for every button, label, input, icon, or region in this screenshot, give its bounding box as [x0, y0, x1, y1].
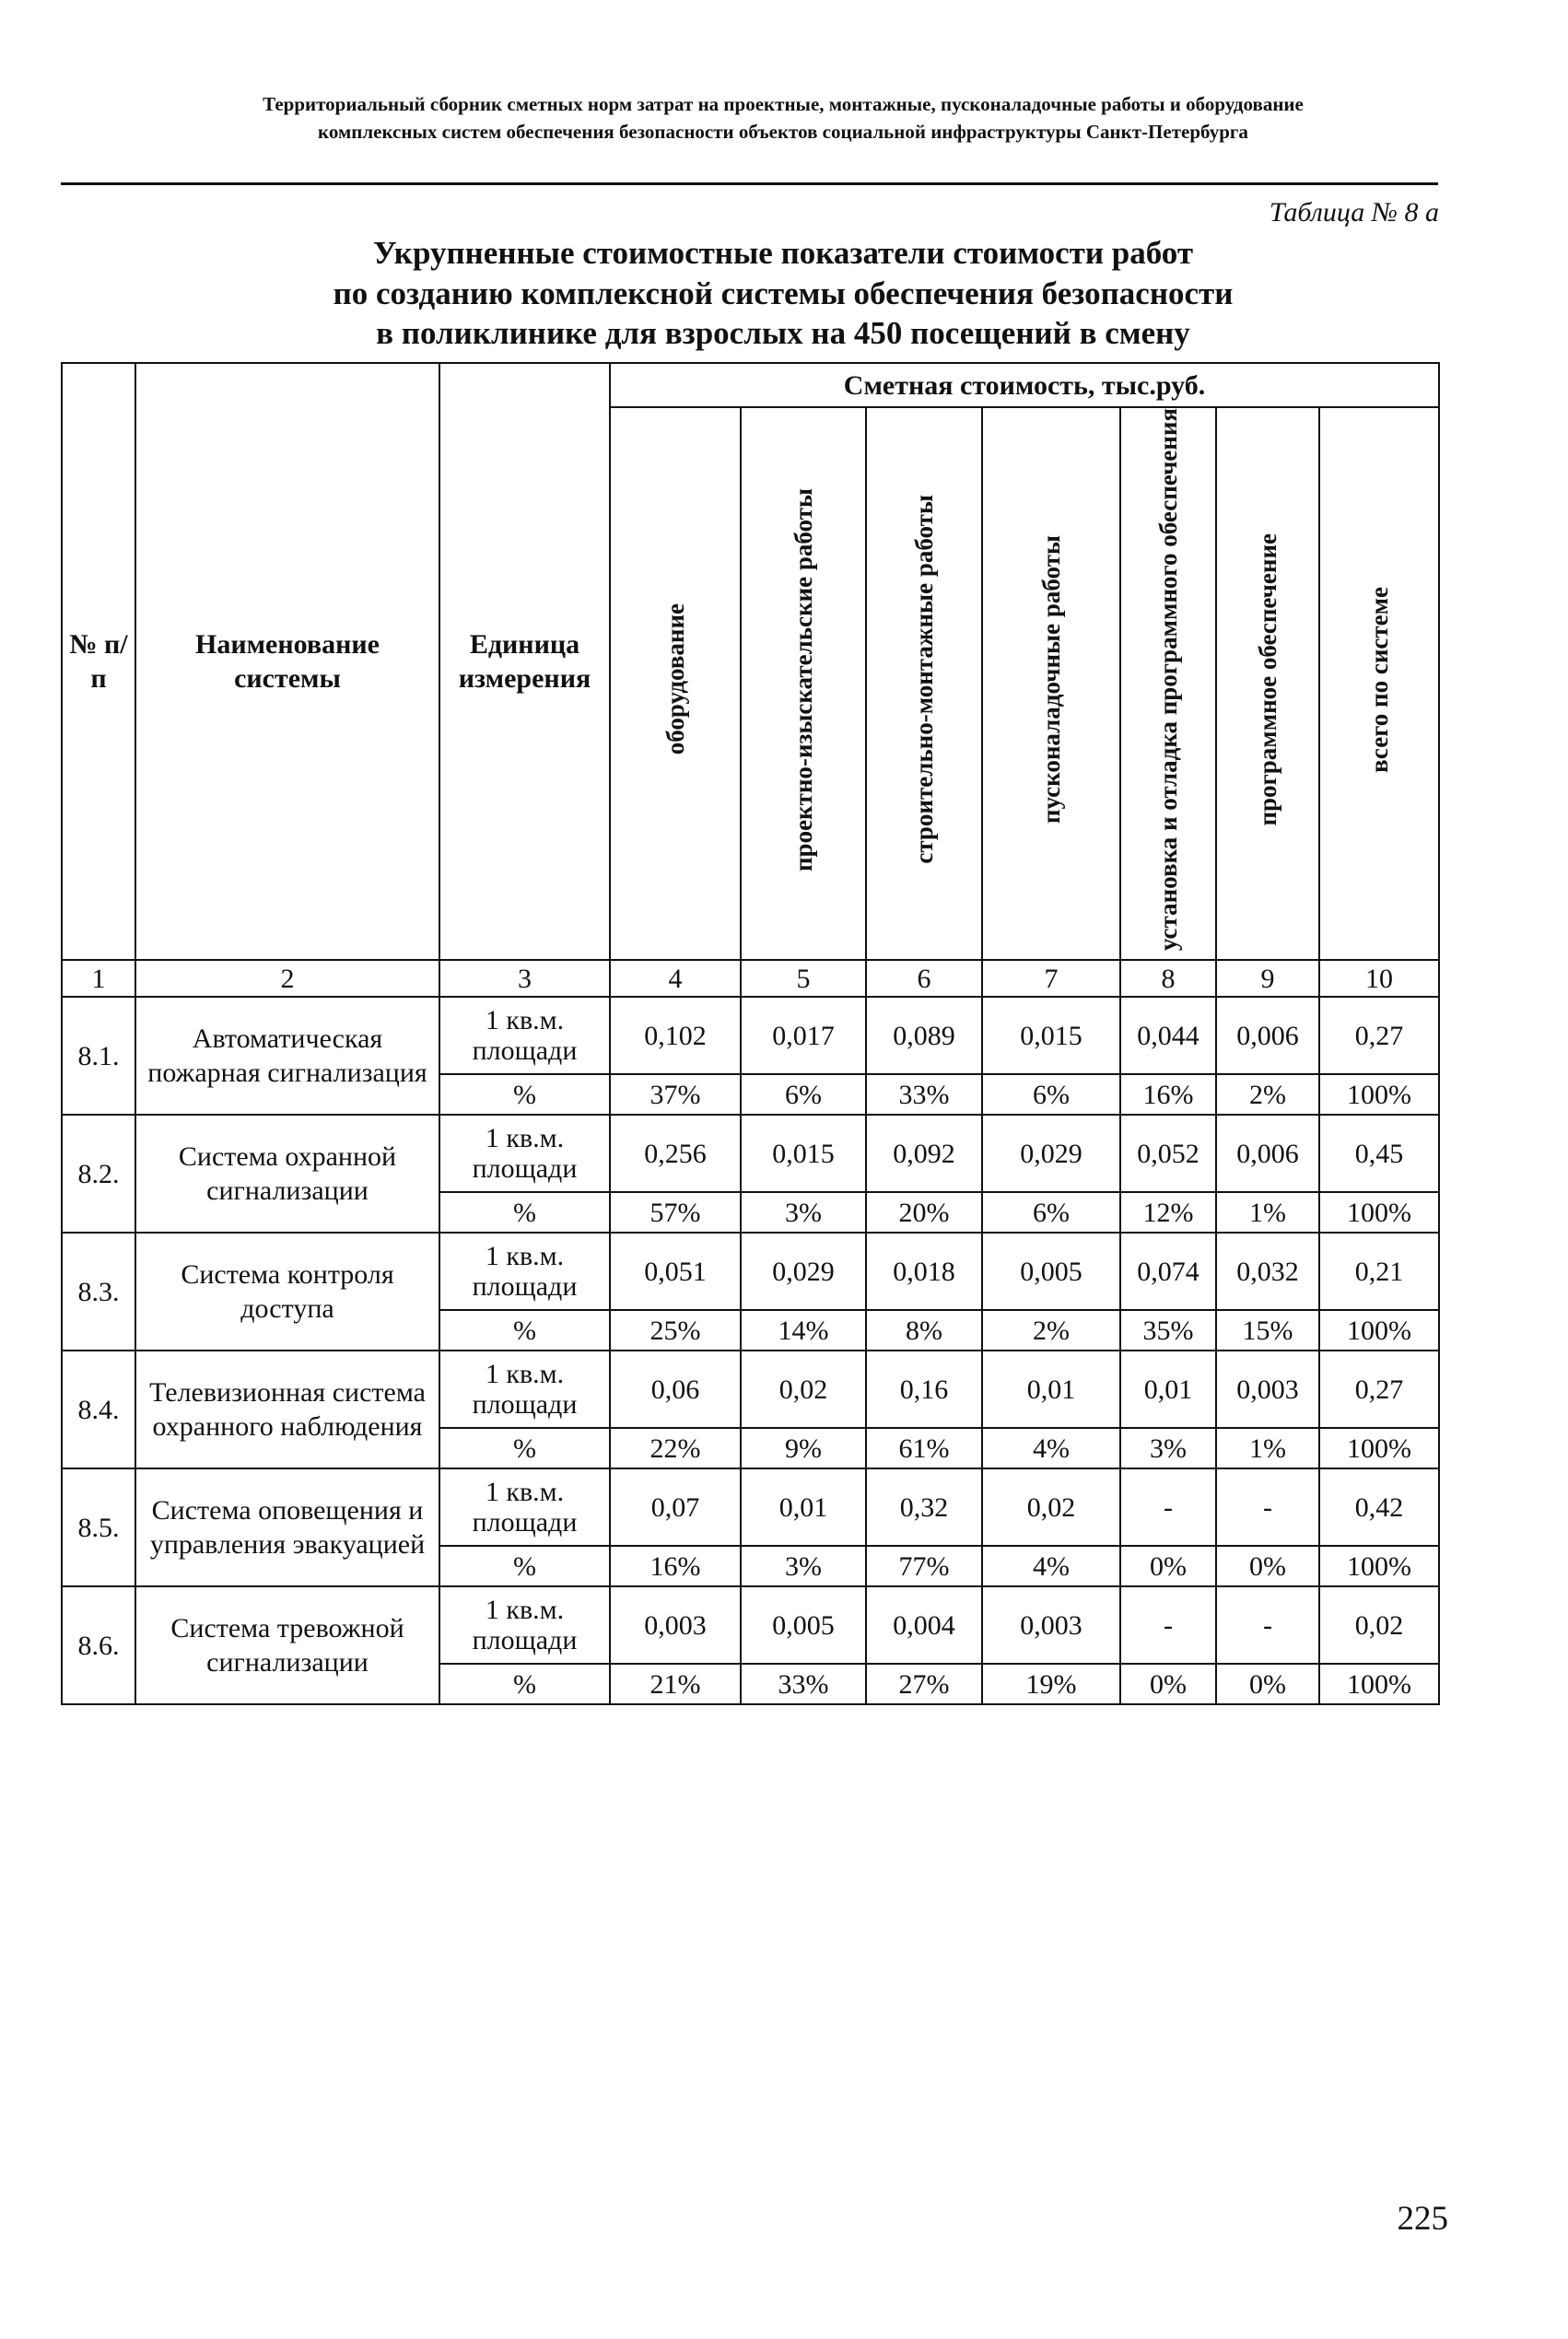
percent-cell: 6% [982, 1074, 1120, 1115]
percent-cell: 77% [866, 1546, 982, 1586]
value-cell: 0,005 [741, 1586, 866, 1664]
value-cell: 0,02 [982, 1468, 1120, 1546]
percent-cell: 100% [1319, 1428, 1439, 1468]
value-cell: 0,02 [1319, 1586, 1439, 1664]
value-cell: 0,015 [741, 1115, 866, 1192]
percent-cell: 1% [1216, 1428, 1319, 1468]
table-row [62, 1351, 1439, 1428]
value-cell: 0,006 [1216, 997, 1319, 1074]
percent-cell: 100% [1319, 1192, 1439, 1233]
value-cell: 0,003 [982, 1586, 1120, 1664]
percent-cell: 12% [1120, 1192, 1216, 1233]
percent-cell: 21% [610, 1664, 741, 1704]
percent-unit-cell: % [439, 1428, 610, 1468]
header-col-label: установка и отладка программного обеспечения [1153, 408, 1182, 952]
value-cell: 0,074 [1120, 1233, 1216, 1310]
percent-cell: 0% [1216, 1664, 1319, 1704]
header-name: Наименование системы [135, 363, 439, 960]
percent-cell: 27% [866, 1664, 982, 1704]
value-cell: 0,052 [1120, 1115, 1216, 1192]
percent-cell: 19% [982, 1664, 1120, 1704]
header-unit: Единица измерения [439, 363, 610, 960]
percent-cell: 25% [610, 1310, 741, 1351]
value-cell: 0,029 [982, 1115, 1120, 1192]
value-cell: 0,01 [741, 1468, 866, 1546]
percent-cell: 57% [610, 1192, 741, 1233]
percent-cell: 100% [1319, 1310, 1439, 1351]
system-name: Система охранной сигнализации [135, 1115, 439, 1233]
page-number: 225 [1397, 2200, 1448, 2238]
column-index-cell: 3 [439, 960, 610, 997]
column-index-cell: 9 [1216, 960, 1319, 997]
value-cell: 0,06 [610, 1351, 741, 1428]
header-col-label: строительно-монтажные работы [909, 495, 938, 864]
percent-cell: 0% [1216, 1546, 1319, 1586]
percent-cell: 33% [741, 1664, 866, 1704]
percent-cell: 4% [982, 1428, 1120, 1468]
percent-unit-cell: % [439, 1310, 610, 1351]
value-cell: 0,45 [1319, 1115, 1439, 1192]
header-col-3 [866, 407, 982, 960]
column-index-cell: 5 [741, 960, 866, 997]
system-name: Телевизионная система охранного наблюдения [135, 1351, 439, 1468]
system-name: Система тревожной сигнализации [135, 1586, 439, 1704]
column-index-cell: 1 [62, 960, 135, 997]
percent-cell: 22% [610, 1428, 741, 1468]
cost-table [61, 362, 1440, 1705]
value-cell: - [1216, 1586, 1319, 1664]
header-col-label: оборудование [661, 603, 689, 755]
column-index-cell: 2 [135, 960, 439, 997]
header-col-6 [1216, 407, 1319, 960]
table-row [62, 1115, 1439, 1192]
value-cell: 0,029 [741, 1233, 866, 1310]
value-cell: 0,003 [1216, 1351, 1319, 1428]
column-index-cell: 7 [982, 960, 1120, 997]
percent-cell: 37% [610, 1074, 741, 1115]
percent-cell: 14% [741, 1310, 866, 1351]
value-cell: 0,017 [741, 997, 866, 1074]
header-col-label: программное обеспечение [1253, 532, 1281, 826]
table-number: Таблица № 8 а [1269, 197, 1439, 228]
row-number: 8.6. [62, 1586, 135, 1704]
unit-cell: 1 кв.м. площади [439, 1115, 610, 1192]
header-col-label: пусконаладочные работы [1036, 535, 1065, 824]
percent-cell: 3% [1120, 1428, 1216, 1468]
value-cell: 0,07 [610, 1468, 741, 1546]
percent-cell: 8% [866, 1310, 982, 1351]
column-index-cell: 4 [610, 960, 741, 997]
percent-cell: 3% [741, 1546, 866, 1586]
header-rule [61, 182, 1438, 185]
unit-cell: 1 кв.м. площади [439, 1468, 610, 1546]
row-number: 8.4. [62, 1351, 135, 1468]
percent-cell: 6% [982, 1192, 1120, 1233]
percent-cell: 100% [1319, 1664, 1439, 1704]
header-col-7 [1319, 407, 1439, 960]
row-number: 8.2. [62, 1115, 135, 1233]
percent-cell: 2% [982, 1310, 1120, 1351]
value-cell: 0,015 [982, 997, 1120, 1074]
unit-cell: 1 кв.м. площади [439, 1233, 610, 1310]
value-cell: 0,21 [1319, 1233, 1439, 1310]
percent-cell: 3% [741, 1192, 866, 1233]
value-cell: 0,004 [866, 1586, 982, 1664]
percent-cell: 100% [1319, 1074, 1439, 1115]
header-col-2 [741, 407, 866, 960]
value-cell: 0,005 [982, 1233, 1120, 1310]
percent-cell: 35% [1120, 1310, 1216, 1351]
value-cell: 0,32 [866, 1468, 982, 1546]
percent-cell: 0% [1120, 1664, 1216, 1704]
percent-unit-cell: % [439, 1664, 610, 1704]
title-line-2: по созданию комплексной системы обеспечения безопасности [333, 275, 1234, 311]
unit-cell: 1 кв.м. площади [439, 1351, 610, 1428]
value-cell: 0,092 [866, 1115, 982, 1192]
table-row [62, 1468, 1439, 1546]
row-number: 8.1. [62, 997, 135, 1115]
percent-cell: 9% [741, 1428, 866, 1468]
value-cell: - [1120, 1586, 1216, 1664]
header-col-5 [1120, 407, 1216, 960]
percent-cell: 2% [1216, 1074, 1319, 1115]
unit-cell: 1 кв.м. площади [439, 997, 610, 1074]
value-cell: 0,032 [1216, 1233, 1319, 1310]
percent-cell: 15% [1216, 1310, 1319, 1351]
value-cell: 0,003 [610, 1586, 741, 1664]
percent-cell: 33% [866, 1074, 982, 1115]
value-cell: 0,16 [866, 1351, 982, 1428]
system-name: Система оповещения и управления эвакуацией [135, 1468, 439, 1586]
percent-cell: 100% [1319, 1546, 1439, 1586]
header-col-4 [982, 407, 1120, 960]
value-cell: 0,044 [1120, 997, 1216, 1074]
title-line-1: Укрупненные стоимостные показатели стоимости работ [372, 235, 1194, 271]
value-cell: - [1120, 1468, 1216, 1546]
percent-cell: 6% [741, 1074, 866, 1115]
percent-unit-cell: % [439, 1546, 610, 1586]
running-header-line-2: комплексных систем обеспечения безопасности объектов социальной инфраструктуры Санкт-Петербурга [318, 121, 1248, 143]
table-row [62, 1586, 1439, 1664]
table-row [62, 1233, 1439, 1310]
column-index-cell: 8 [1120, 960, 1216, 997]
value-cell: 0,102 [610, 997, 741, 1074]
value-cell: 0,018 [866, 1233, 982, 1310]
value-cell: 0,089 [866, 997, 982, 1074]
percent-cell: 61% [866, 1428, 982, 1468]
header-col-label: всего по системе [1364, 586, 1393, 773]
row-number: 8.5. [62, 1468, 135, 1586]
percent-cell: 4% [982, 1546, 1120, 1586]
percent-cell: 16% [1120, 1074, 1216, 1115]
percent-cell: 16% [610, 1546, 741, 1586]
percent-unit-cell: % [439, 1192, 610, 1233]
value-cell: 0,42 [1319, 1468, 1439, 1546]
percent-cell: 0% [1120, 1546, 1216, 1586]
value-cell: 0,256 [610, 1115, 741, 1192]
header-col-label: проектно-изыскательские работы [789, 487, 817, 871]
system-name: Автоматическая пожарная сигнализация [135, 997, 439, 1115]
value-cell: 0,02 [741, 1351, 866, 1428]
percent-cell: 1% [1216, 1192, 1319, 1233]
value-cell: 0,006 [1216, 1115, 1319, 1192]
percent-unit-cell: % [439, 1074, 610, 1115]
running-header-line-1: Территориальный сборник сметных норм затрат на проектные, монтажные, пусконаладочные работы и оборудование [263, 93, 1304, 115]
table-row [62, 997, 1439, 1074]
column-index-cell: 10 [1319, 960, 1439, 997]
unit-cell: 1 кв.м. площади [439, 1586, 610, 1664]
value-cell: 0,27 [1319, 1351, 1439, 1428]
value-cell: 0,051 [610, 1233, 741, 1310]
header-cost: Сметная стоимость, тыс.руб. [610, 363, 1439, 407]
header-num: № п/п [62, 363, 135, 960]
row-number: 8.3. [62, 1233, 135, 1351]
column-index-cell: 6 [866, 960, 982, 997]
value-cell: 0,01 [1120, 1351, 1216, 1428]
header-col-1 [610, 407, 741, 960]
percent-cell: 20% [866, 1192, 982, 1233]
value-cell: - [1216, 1468, 1319, 1546]
system-name: Система контроля доступа [135, 1233, 439, 1351]
value-cell: 0,27 [1319, 997, 1439, 1074]
title-line-3: в поликлинике для взрослых на 450 посещений в смену [376, 315, 1190, 351]
value-cell: 0,01 [982, 1351, 1120, 1428]
